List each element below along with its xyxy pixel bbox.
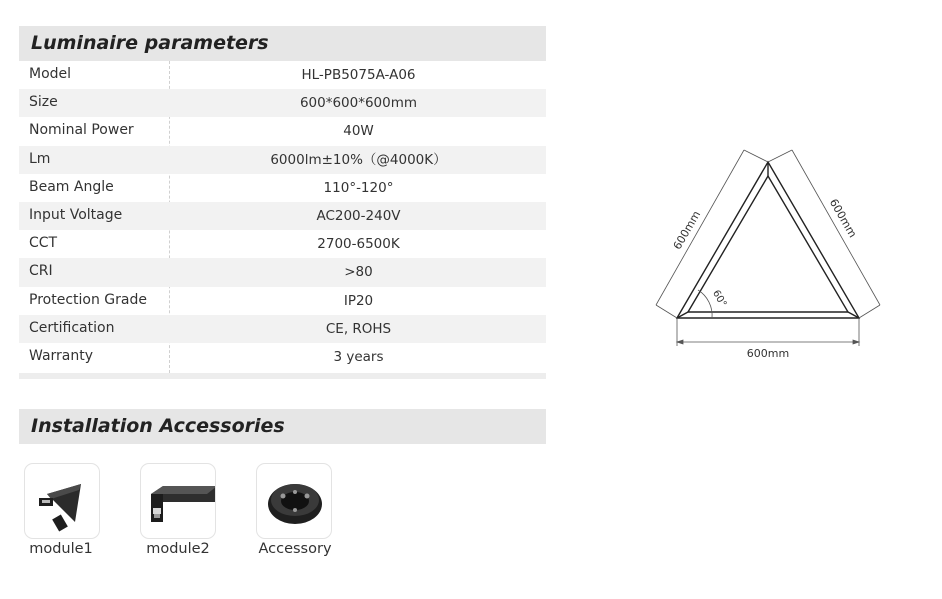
left-side-dimension: 600mm: [670, 208, 704, 252]
param-label-input-voltage: Input Voltage: [29, 206, 123, 223]
param-value-input-voltage: AC200-240V: [316, 207, 401, 224]
table-row: [19, 202, 546, 230]
param-label-cct: CCT: [29, 235, 58, 252]
right-side-dimension: 600mm: [826, 196, 860, 240]
param-label-warranty: Warranty: [29, 347, 94, 364]
table-row: [19, 146, 546, 174]
table-row: [19, 287, 546, 315]
param-label-certification: Certification: [29, 319, 115, 336]
luminaire-parameters-heading: Luminaire parameters: [19, 26, 546, 61]
param-label-size: Size: [29, 94, 58, 111]
param-value-model: HL-PB5075A-A06: [301, 67, 416, 83]
table-row: [19, 174, 546, 202]
linear-profile-icon: [141, 464, 216, 539]
ceiling-canopy-icon: [257, 464, 332, 539]
triangle-dimension-diagram: [640, 140, 900, 370]
param-value-warranty: 3 years: [333, 348, 384, 365]
table-row: [19, 258, 546, 286]
table-bottom-bar: [19, 373, 546, 379]
dimension-lines: [656, 150, 880, 346]
table-row: [19, 315, 546, 343]
param-value-nominal-power: 40W: [343, 123, 374, 140]
accessory-card[interactable]: [256, 463, 332, 539]
param-value-cri: >80: [344, 264, 373, 281]
table-row: [19, 61, 546, 89]
param-label-lm: Lm: [29, 150, 51, 167]
triangle-frame: [677, 162, 859, 318]
module2-card[interactable]: [140, 463, 216, 539]
param-label-nominal-power: Nominal Power: [29, 122, 134, 139]
param-label-cri: CRI: [29, 263, 53, 280]
table-row: [19, 89, 546, 117]
installation-accessories-heading: Installation Accessories: [19, 409, 546, 444]
param-value-protection-grade: IP20: [343, 292, 374, 309]
bottom-side-dimension: 600mm: [746, 347, 790, 360]
table-row: [19, 230, 546, 258]
module1-label: module1: [29, 541, 93, 557]
module2-label: module2: [146, 541, 210, 557]
param-label-beam-angle: Beam Angle: [29, 178, 114, 195]
param-label-protection-grade: Protection Grade: [29, 291, 147, 308]
angle-label: 60°: [709, 288, 729, 310]
param-value-certification: CE, ROHS: [325, 320, 392, 337]
module1-card[interactable]: [24, 463, 100, 539]
accessory-label: Accessory: [258, 541, 332, 557]
param-value-size: 600*600*600mm: [299, 95, 418, 112]
parameters-table: [19, 61, 546, 371]
param-value-lm: 6000lm±10%（@4000K）: [270, 151, 447, 168]
table-row: [19, 343, 546, 371]
param-value-beam-angle: 110°-120°: [323, 179, 394, 196]
param-value-cct: 2700-6500K: [317, 236, 400, 253]
corner-connector-icon: [25, 464, 100, 539]
table-row: [19, 117, 546, 145]
param-label-model: Model: [29, 66, 72, 82]
